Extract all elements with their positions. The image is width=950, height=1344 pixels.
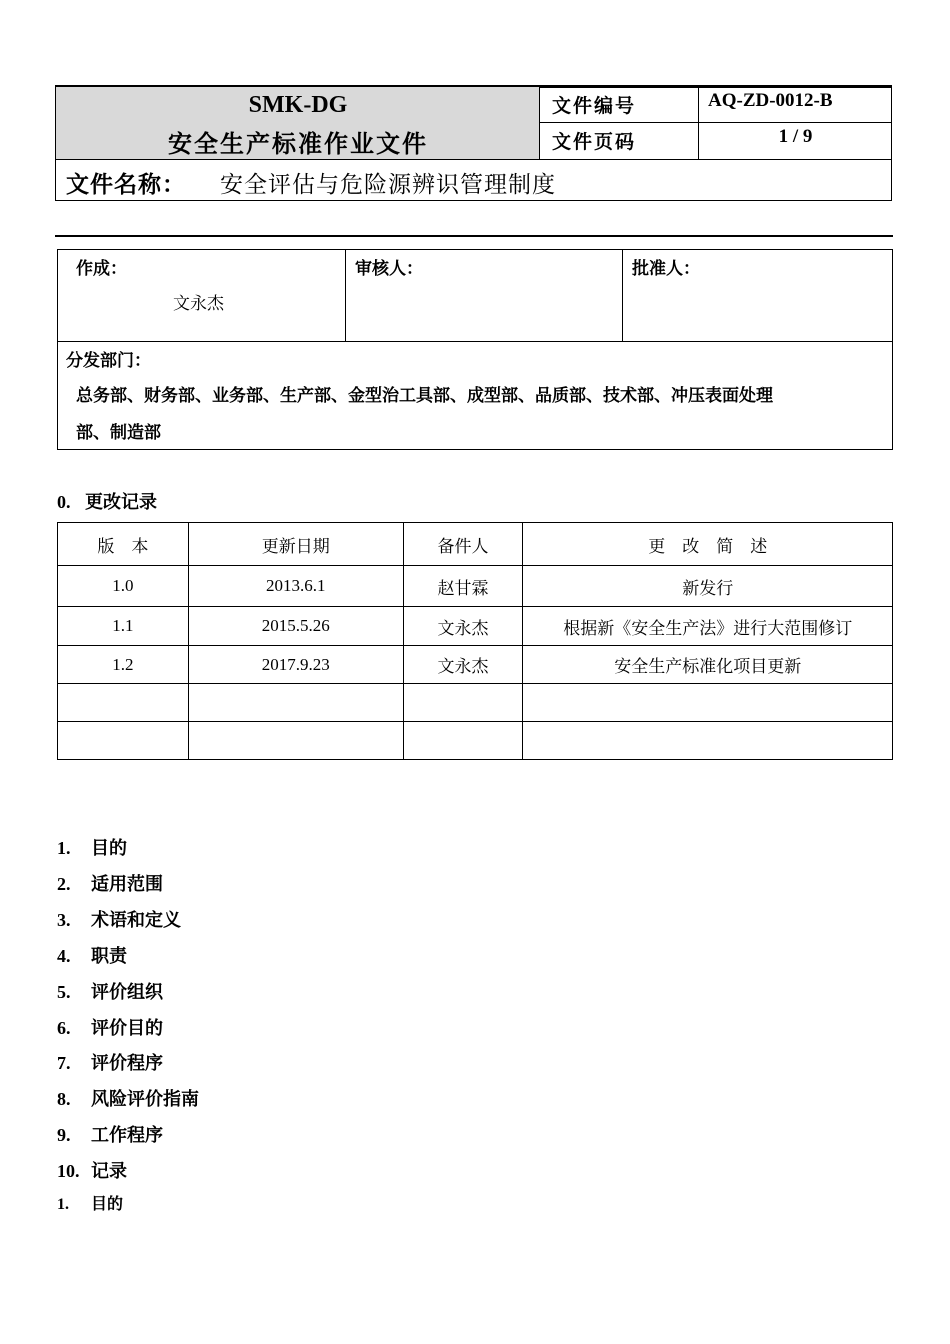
distribution-list: 部、制造部 bbox=[76, 423, 161, 443]
toc-number: 1. bbox=[57, 838, 71, 858]
table-row bbox=[58, 566, 893, 607]
summary-cell: 根据新《安全生产法》进行大范围修订 bbox=[523, 607, 893, 646]
summary-cell: 安全生产标准化项目更新 bbox=[523, 646, 893, 684]
toc-number: 8. bbox=[57, 1089, 71, 1109]
toc-item bbox=[57, 834, 127, 860]
header-divider bbox=[55, 159, 892, 160]
document-name: 安全评估与危险源辨识管理制度 bbox=[220, 172, 557, 198]
editor-cell: 文永杰 bbox=[403, 607, 523, 646]
table-row bbox=[58, 607, 893, 646]
author-label: 作成： bbox=[76, 259, 127, 279]
summary-cell: 新发行 bbox=[523, 566, 893, 607]
toc-number: 10. bbox=[57, 1161, 80, 1181]
table-divider bbox=[622, 249, 623, 341]
toc-title: 职责 bbox=[91, 946, 127, 967]
toc-item bbox=[57, 1085, 199, 1111]
column-header: 备件人 bbox=[403, 523, 523, 566]
version-cell bbox=[58, 722, 189, 760]
section-heading bbox=[57, 1191, 123, 1214]
document-name-row bbox=[66, 166, 556, 199]
change-record-heading bbox=[57, 488, 157, 514]
toc-number: 9. bbox=[57, 1125, 71, 1145]
toc-number: 6. bbox=[57, 1018, 71, 1038]
change-record-table bbox=[57, 522, 893, 760]
section-title: 目的 bbox=[91, 1194, 124, 1213]
distribution-label: 分发部门： bbox=[66, 351, 151, 371]
toc-number: 7. bbox=[57, 1053, 71, 1073]
date-cell bbox=[188, 722, 403, 760]
toc-title: 评价组织 bbox=[91, 982, 163, 1003]
column-header: 更 改 简 述 bbox=[523, 523, 893, 566]
summary-cell bbox=[523, 684, 893, 722]
toc-number: 3. bbox=[57, 910, 71, 930]
toc-item bbox=[57, 870, 163, 896]
version-cell: 1.0 bbox=[58, 566, 189, 607]
toc-title: 评价程序 bbox=[91, 1053, 163, 1074]
toc-title: 风险评价指南 bbox=[91, 1089, 199, 1110]
toc-item bbox=[57, 978, 163, 1004]
table-row bbox=[58, 684, 893, 722]
summary-cell bbox=[523, 722, 893, 760]
approver-label: 批准人： bbox=[632, 259, 700, 279]
toc-title: 目的 bbox=[91, 838, 127, 859]
version-cell: 1.1 bbox=[58, 607, 189, 646]
toc-item bbox=[57, 1014, 163, 1040]
table-header-row bbox=[58, 523, 893, 566]
toc-number: 5. bbox=[57, 982, 71, 1002]
toc-title: 记录 bbox=[91, 1161, 127, 1182]
toc-title: 评价目的 bbox=[91, 1018, 163, 1039]
horizontal-rule bbox=[55, 235, 893, 237]
editor-cell bbox=[403, 684, 523, 722]
toc-title: 工作程序 bbox=[91, 1125, 163, 1146]
column-header: 更新日期 bbox=[188, 523, 403, 566]
toc-item bbox=[57, 942, 127, 968]
author-name: 文永杰 bbox=[173, 294, 224, 314]
toc-item bbox=[57, 1049, 163, 1075]
date-cell bbox=[188, 684, 403, 722]
doc-number-label: 文件编号 bbox=[552, 95, 637, 117]
toc-title: 术语和定义 bbox=[91, 910, 181, 931]
table-row bbox=[58, 646, 893, 684]
document-name-label: 文件名称： bbox=[66, 171, 186, 198]
section-title: 更改记录 bbox=[85, 492, 157, 513]
editor-cell: 文永杰 bbox=[403, 646, 523, 684]
section-number: 0. bbox=[57, 492, 71, 512]
page-label: 文件页码 bbox=[552, 131, 637, 153]
date-cell: 2013.6.1 bbox=[188, 566, 403, 607]
toc-number: 2. bbox=[57, 874, 71, 894]
distribution-list: 总务部、财务部、业务部、生产部、金型治工具部、成型部、品质部、技术部、冲压表面处理 bbox=[76, 386, 773, 406]
header-divider bbox=[540, 122, 892, 123]
document-type: 安全生产标准作业文件 bbox=[168, 129, 428, 158]
toc-title: 适用范围 bbox=[91, 874, 163, 895]
approval-table bbox=[57, 249, 893, 450]
date-cell: 2015.5.26 bbox=[188, 607, 403, 646]
toc-item bbox=[57, 906, 181, 932]
table-divider bbox=[345, 249, 346, 341]
toc-item bbox=[57, 1157, 127, 1183]
table-divider bbox=[57, 341, 893, 342]
toc-number: 4. bbox=[57, 946, 71, 966]
header-divider bbox=[698, 87, 699, 159]
version-cell bbox=[58, 684, 189, 722]
doc-number: AQ-ZD-0012-B bbox=[708, 90, 833, 111]
section-number: 1. bbox=[57, 1196, 69, 1213]
column-header: 版 本 bbox=[58, 523, 189, 566]
toc-item bbox=[57, 1121, 163, 1147]
reviewer-label: 审核人： bbox=[355, 259, 423, 279]
table-row bbox=[58, 722, 893, 760]
organization-code: SMK-DG bbox=[248, 92, 348, 118]
version-cell: 1.2 bbox=[58, 646, 189, 684]
editor-cell: 赵甘霖 bbox=[403, 566, 523, 607]
date-cell: 2017.9.23 bbox=[188, 646, 403, 684]
page-number: 1 / 9 bbox=[778, 126, 813, 147]
editor-cell bbox=[403, 722, 523, 760]
